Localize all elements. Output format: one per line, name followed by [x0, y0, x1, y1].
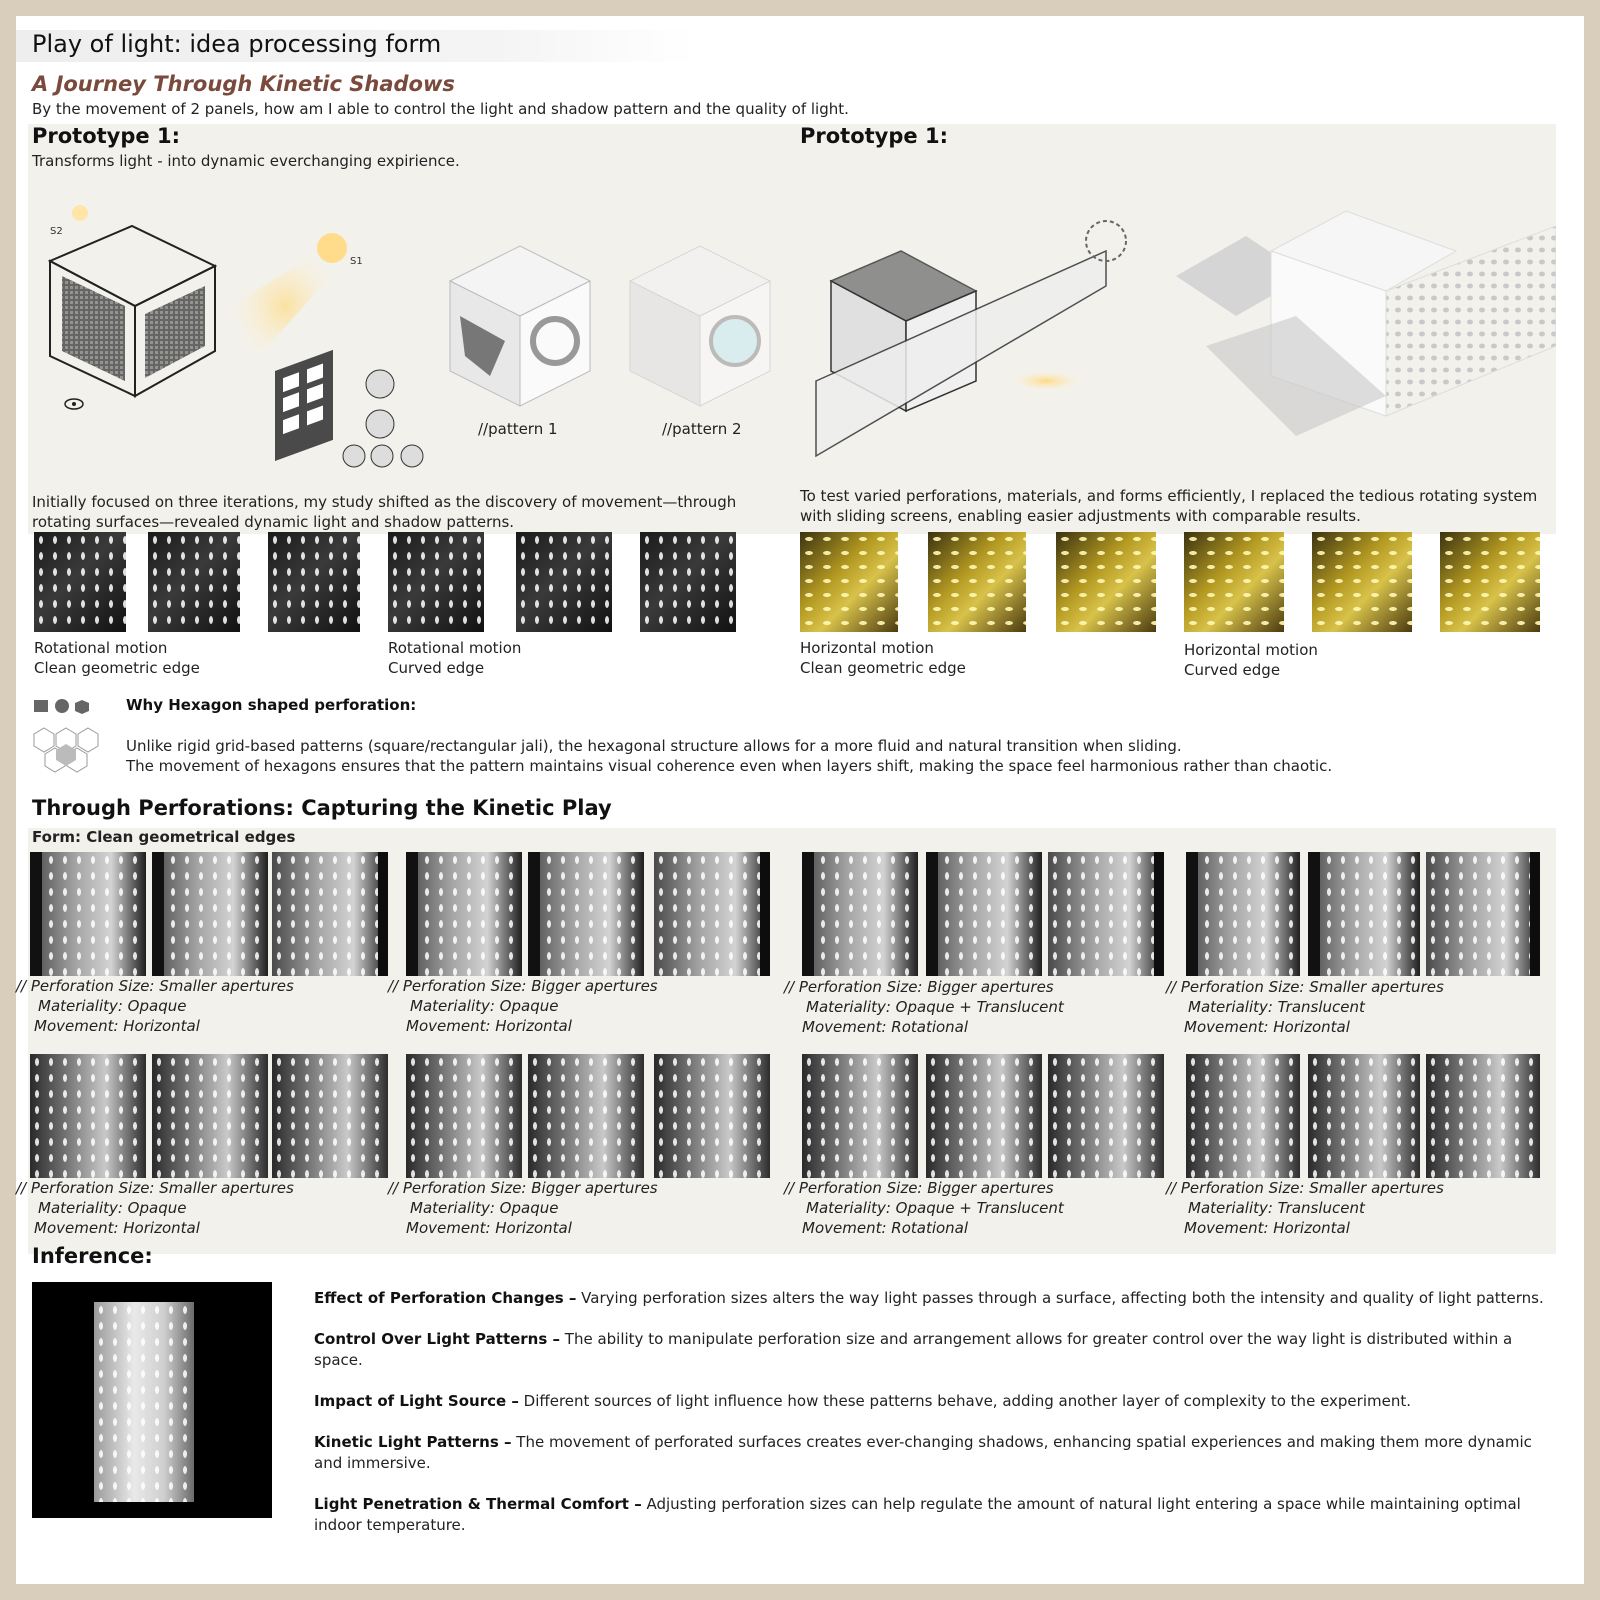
caption-rotational-geometric: Rotational motion Clean geometric edge: [34, 639, 200, 677]
light-source-s2-icon: [72, 205, 88, 221]
photo-horizontal-3: [1056, 532, 1156, 632]
grid-photo-r2-9: [1048, 1054, 1164, 1178]
grid-photo-r1-5: [528, 852, 644, 976]
photo-rotational-2: [148, 532, 240, 632]
sketch-label-s2: S2: [50, 226, 63, 237]
grid-photo-r2-2: [152, 1054, 268, 1178]
grid-caption-r2-4: // Perforation Size: Smaller apertures Materiality: Translucent Movement: Horizontal: [1166, 1179, 1444, 1237]
grid-photo-r1-3: [272, 852, 388, 976]
grid-caption-r1-1: // Perforation Size: Smaller apertures Materiality: Opaque Movement: Horizontal: [16, 977, 294, 1035]
photo-horizontal-4: [1184, 532, 1284, 632]
grid-caption-r1-4: // Perforation Size: Smaller apertures Materiality: Translucent Movement: Horizontal: [1166, 978, 1444, 1036]
photo-horizontal-6: [1440, 532, 1540, 632]
photo-horizontal-5: [1312, 532, 1412, 632]
grid-photo-r2-11: [1308, 1054, 1420, 1178]
prototype-right-sketches: [806, 196, 1556, 476]
grid-photo-r1-9: [1048, 852, 1164, 976]
sliding-screens-sketch: [816, 251, 1106, 456]
grid-photo-r1-10: [1186, 852, 1300, 976]
grid-photo-r2-12: [1426, 1054, 1540, 1178]
pattern-2-label: //pattern 2: [662, 420, 742, 438]
grid-photo-r2-6: [654, 1054, 770, 1178]
inference-item-3: Impact of Light Source – Different sources of light influence how these patterns behave, adding another layer of complexity to the experiment.: [314, 1392, 1411, 1410]
grid-photo-r2-3: [272, 1054, 388, 1178]
grid-photo-r2-4: [406, 1054, 522, 1178]
page-subtitle: A Journey Through Kinetic Shadows: [32, 72, 455, 96]
grid-photo-r1-1: [30, 852, 146, 976]
hexagon-shape-icon: [75, 700, 89, 714]
photo-horizontal-1: [800, 532, 898, 632]
grid-caption-r2-2: // Perforation Size: Bigger apertures Materiality: Opaque Movement: Horizontal: [388, 1179, 658, 1237]
photo-rotational-4: [388, 532, 484, 632]
grid-photo-r1-2: [152, 852, 268, 976]
pattern-1-cube: [450, 246, 590, 406]
grid-photo-r2-7: [802, 1054, 918, 1178]
hexagon-icons: [32, 698, 112, 788]
grid-caption-r2-3: // Perforation Size: Bigger apertures Materiality: Opaque + Translucent Movement: Rotational: [784, 1179, 1064, 1237]
perforations-heading: Through Perforations: Capturing the Kinetic Play: [32, 796, 612, 820]
grid-photo-r1-11: [1308, 852, 1420, 976]
inference-heading: Inference:: [32, 1244, 153, 1268]
pattern-1-label: //pattern 1: [478, 420, 558, 438]
sliding-box-render: [1176, 211, 1556, 436]
circle-shape-icon: [55, 699, 69, 713]
caption-horizontal-geometric: Horizontal motion Clean geometric edge: [800, 639, 966, 677]
photo-horizontal-2: [928, 532, 1026, 632]
photo-rotational-5: [516, 532, 612, 632]
grid-photo-r2-8: [926, 1054, 1042, 1178]
grid-photo-r1-7: [802, 852, 918, 976]
prototype-left-heading: Prototype 1:: [32, 124, 180, 148]
grid-caption-r2-1: // Perforation Size: Smaller apertures Materiality: Opaque Movement: Horizontal: [16, 1179, 294, 1237]
photo-rotational-6: [640, 532, 736, 632]
caption-rotational-curved: Rotational motion Curved edge: [388, 639, 522, 677]
intro-text: By the movement of 2 panels, how am I able to control the light and shadow pattern and the quality of light.: [32, 100, 849, 118]
grid-photo-r1-8: [926, 852, 1042, 976]
pattern-2-cube: [630, 246, 770, 406]
page-title: Play of light: idea processing form: [32, 30, 442, 58]
hexagon-text: Unlike rigid grid-based patterns (square/rectangular jali), the hexagonal structure allows for a more fluid and natural transition when sliding. The movement of hexagons ensures that the pattern maintains visual coherence even when layers shift, making the space feel harmonious rather than chaotic.: [126, 737, 1333, 775]
inference-photo: [32, 1282, 272, 1518]
poster-sheet: [16, 16, 1584, 1584]
grid-photo-r2-1: [30, 1054, 146, 1178]
hexagon-heading: Why Hexagon shaped perforation:: [126, 696, 417, 714]
grid-photo-r1-6: [654, 852, 770, 976]
inference-item-5: Light Penetration & Thermal Comfort – Adjusting perforation sizes can help regulate the amount of natural light entering a space while maintaining optimal indoor temperature.: [314, 1495, 1521, 1534]
prototype-right-heading: Prototype 1:: [800, 124, 948, 148]
square-shape-icon: [34, 700, 48, 712]
inference-item-1: Effect of Perforation Changes – Varying perforation sizes alters the way light passes through a surface, affecting both the intensity and quality of light patterns.: [314, 1289, 1544, 1307]
inference-item-4: Kinetic Light Patterns – The movement of perforated surfaces creates ever-changing shadows, enhancing spatial experiences and making them more dynamic and immersive.: [314, 1433, 1532, 1472]
form-label: Form: Clean geometrical edges: [32, 828, 296, 846]
grid-photo-r2-10: [1186, 1054, 1300, 1178]
photo-rotational-3: [268, 532, 360, 632]
sketch-label-s1: S1: [350, 256, 363, 267]
grid-photo-r1-4: [406, 852, 522, 976]
inference-list: [314, 1288, 1544, 1556]
grid-photo-r2-5: [528, 1054, 644, 1178]
prototype-right-body: To test varied perforations, materials, and forms efficiently, I replaced the tedious rotating system with sliding screens, enabling easier adjustments with comparable results.: [800, 487, 1538, 525]
photo-rotational-1: [34, 532, 126, 632]
square-jali-panel: [275, 350, 333, 461]
prototype-left-body: Initially focused on three iterations, my study shifted as the discovery of movement—through rotating surfaces—revealed dynamic light and shadow patterns.: [32, 493, 737, 531]
prototype-left-subheading: Transforms light - into dynamic everchanging expirience.: [32, 152, 460, 170]
grid-caption-r1-3: // Perforation Size: Bigger apertures Materiality: Opaque + Translucent Movement: Rotational: [784, 978, 1064, 1036]
inference-item-2: Control Over Light Patterns – The ability to manipulate perforation size and arrangement allows for greater control over the way light is distributed within a space.: [314, 1330, 1513, 1369]
rotation-circles: [343, 370, 423, 467]
grid-photo-r1-12: [1426, 852, 1540, 976]
caption-horizontal-curved: Horizontal motion Curved edge: [1184, 641, 1318, 679]
grid-caption-r1-2: // Perforation Size: Bigger apertures Materiality: Opaque Movement: Horizontal: [388, 977, 658, 1035]
